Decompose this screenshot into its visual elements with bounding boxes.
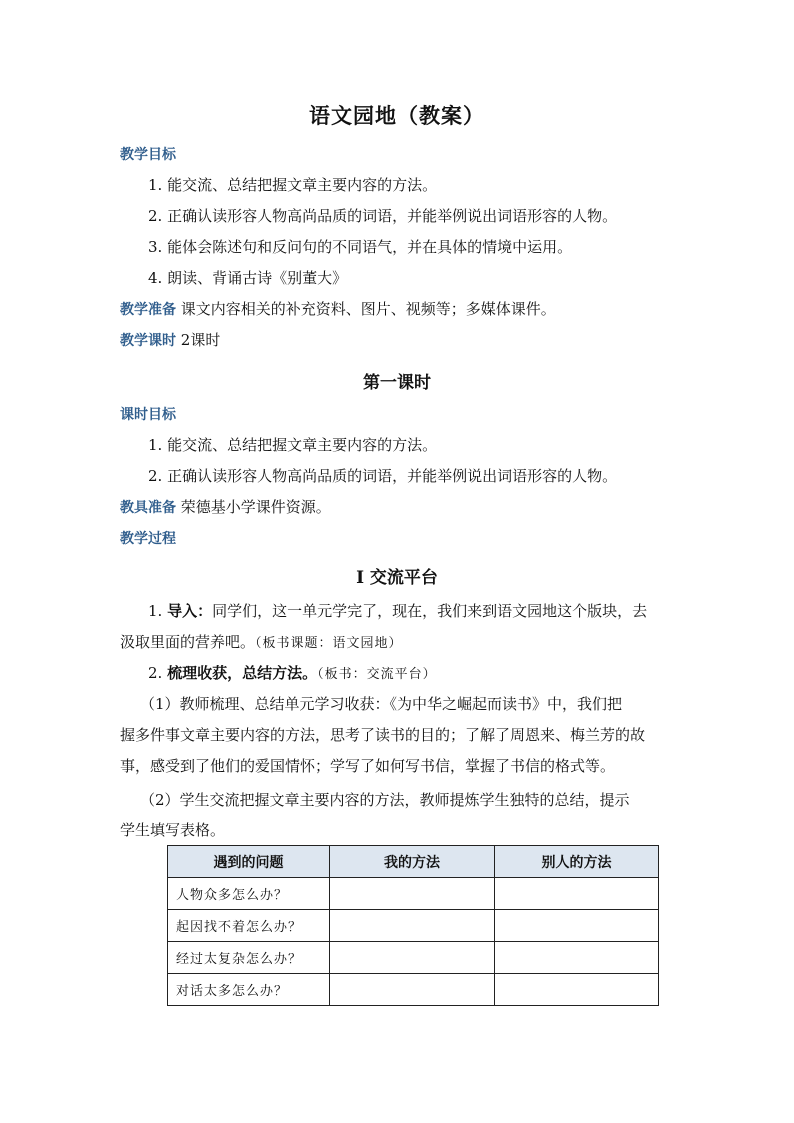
- table-header-my-method: 我的方法: [330, 846, 495, 878]
- lesson1-title: 第一课时: [363, 373, 431, 393]
- lesson1-goal-1: 1. 能交流、总结把握文章主要内容的方法。: [148, 436, 438, 454]
- step1-line-a: [148, 601, 647, 621]
- table-cell-problem: 起因找不着怎么办？: [168, 910, 330, 942]
- step2-note: （板书：交流平台）: [317, 667, 437, 682]
- methods-table: [167, 845, 659, 1006]
- table-cell-others-method: [495, 910, 659, 942]
- teaching-goal-4: 4. 朗读、背诵古诗《别董大》: [148, 269, 348, 287]
- table-header-row: [168, 846, 659, 878]
- table-cell-my-method: [330, 942, 495, 974]
- table-cell-my-method: [330, 878, 495, 910]
- step1-line-b: [120, 632, 403, 654]
- table-cell-problem: 人物众多怎么办？: [168, 878, 330, 910]
- teaching-goals-heading: 教学目标: [120, 147, 176, 163]
- periods-heading: 教学课时: [120, 333, 176, 349]
- periods-text: 2课时: [180, 331, 221, 349]
- step1-text-b: 汲取里面的营养吧。: [120, 633, 256, 651]
- table-header-problem: 遇到的问题: [168, 846, 330, 878]
- table-cell-problem: 经过太复杂怎么办？: [168, 942, 330, 974]
- step2-line: [148, 663, 437, 685]
- table-cell-problem: 对话太多怎么办？: [168, 974, 330, 1006]
- step2-label: 梳理收获，总结方法。: [167, 664, 318, 682]
- periods-line: [120, 330, 220, 351]
- table-cell-my-method: [330, 974, 495, 1006]
- table-row: [168, 910, 659, 942]
- teaching-goal-1: 1. 能交流、总结把握文章主要内容的方法。: [148, 176, 438, 194]
- step1-number: 1.: [148, 602, 163, 620]
- process-heading: 教学过程: [120, 531, 176, 547]
- para1-line-1: （1）教师梳理、总结单元学习收获：《为中华之崛起而读书》中，我们把: [140, 695, 623, 713]
- para1-line-3: 事，感受到了他们的爱国情怀；学写了如何写书信，掌握了书信的格式等。: [120, 757, 616, 775]
- table-cell-others-method: [495, 942, 659, 974]
- step1-text-a: 同学们，这一单元学完了，现在，我们来到语文园地这个版块，去: [212, 602, 648, 620]
- step2-number: 2.: [148, 664, 163, 682]
- table-cell-my-method: [330, 910, 495, 942]
- table-cell-others-method: [495, 974, 659, 1006]
- tools-heading: 教具准备: [120, 500, 176, 516]
- lesson1-goal-2: 2. 正确认读形容人物高尚品质的词语，并能举例说出词语形容的人物。: [148, 467, 618, 485]
- tools-text: 荣德基小学课件资源。: [180, 498, 331, 516]
- para1-line-2: 握多件事文章主要内容的方法，思考了读书的目的；了解了周恩来、梅兰芳的故: [120, 726, 646, 744]
- preparation-line: [120, 299, 556, 320]
- teaching-goal-2: 2. 正确认读形容人物高尚品质的词语，并能举例说出词语形容的人物。: [148, 207, 618, 225]
- section-title: Ⅰ 交流平台: [356, 568, 438, 588]
- teaching-goal-3: 3. 能体会陈述句和反问句的不同语气，并在具体的情境中运用。: [148, 238, 573, 256]
- preparation-heading: 教学准备: [120, 302, 176, 318]
- table-row: [168, 974, 659, 1006]
- table-row: [168, 878, 659, 910]
- table-row: [168, 942, 659, 974]
- para2-line-2: 学生填写表格。: [120, 821, 226, 839]
- document-title: 语文园地（教案）: [309, 103, 485, 128]
- step1-label: 导入：: [167, 602, 213, 620]
- table-header-others-method: 别人的方法: [495, 846, 659, 878]
- preparation-text: 课文内容相关的补充资料、图片、视频等；多媒体课件。: [180, 300, 556, 318]
- tools-line: [120, 497, 331, 518]
- para2-line-1: （2）学生交流把握文章主要内容的方法，教师提炼学生独特的总结，提示: [140, 791, 630, 809]
- lesson1-goals-heading: 课时目标: [120, 407, 176, 423]
- step1-note: （板书课题：语文园地）: [255, 636, 403, 651]
- table-cell-others-method: [495, 878, 659, 910]
